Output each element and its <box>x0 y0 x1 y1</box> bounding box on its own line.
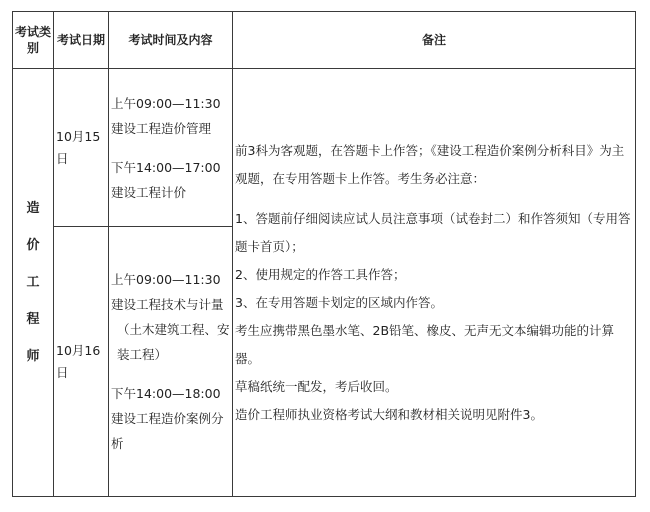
header-category: 考试类别 <box>13 12 54 69</box>
exam-schedule-table <box>12 11 636 497</box>
remarks-intro: 前3科为客观题，在答题卡上作答；《建设工程造价案例分析科目》为主观题，在专用答题卡上作答。考生务必注意： <box>235 142 625 186</box>
date-day1: 10月15日 <box>54 69 109 227</box>
day1-am-subject: 建设工程造价管理 <box>111 120 212 136</box>
day2-am-subject: 建设工程技术与计量 <box>111 297 224 312</box>
day1-pm-subject: 建设工程计价 <box>111 184 187 200</box>
header-row <box>13 12 636 69</box>
header-remarks: 备注 <box>233 12 636 69</box>
remarks-tools: 考生应携带黑色墨水笔、2B铅笔、橡皮、无声无文本编辑功能的计算器。 <box>235 322 615 366</box>
day1-pm-time: 下午14:00—17:00 <box>111 159 221 175</box>
session-day1 <box>109 69 233 227</box>
day2-pm-time: 下午14:00—18:00 <box>111 386 221 401</box>
day2-am-sub-note: （土木建筑工程、安装工程） <box>117 322 230 362</box>
category-char: 价 <box>26 238 40 253</box>
category-char: 工 <box>26 275 40 290</box>
category-char: 造 <box>26 201 40 216</box>
session-day2 <box>109 227 233 497</box>
date-day2: 10月16日 <box>54 227 109 497</box>
header-date: 考试日期 <box>54 12 109 69</box>
day2-pm-subject: 建设工程造价案例分析 <box>111 411 224 451</box>
category-cell <box>13 69 54 497</box>
remarks-item: 2、使用规定的作答工具作答； <box>235 266 406 282</box>
day2-am-time: 上午09:00—11:30 <box>111 272 221 287</box>
remarks-syllabus: 造价工程师执业资格考试大纲和教材相关说明见附件3。 <box>235 406 543 422</box>
day1-am-time: 上午09:00—11:30 <box>111 95 221 111</box>
table-row <box>13 69 636 227</box>
remarks-item: 3、在专用答题卡划定的区域内作答。 <box>235 294 443 310</box>
remarks-item: 1、答题前仔细阅读应试人员注意事项（试卷封二）和作答须知（专用答题卡首页）； <box>235 210 631 254</box>
category-char: 程 <box>26 312 40 327</box>
header-time-content: 考试时间及内容 <box>109 12 233 69</box>
remarks-draft: 草稿纸统一配发，考后收回。 <box>235 378 398 394</box>
remarks-cell <box>233 69 636 497</box>
category-char: 师 <box>26 349 40 364</box>
